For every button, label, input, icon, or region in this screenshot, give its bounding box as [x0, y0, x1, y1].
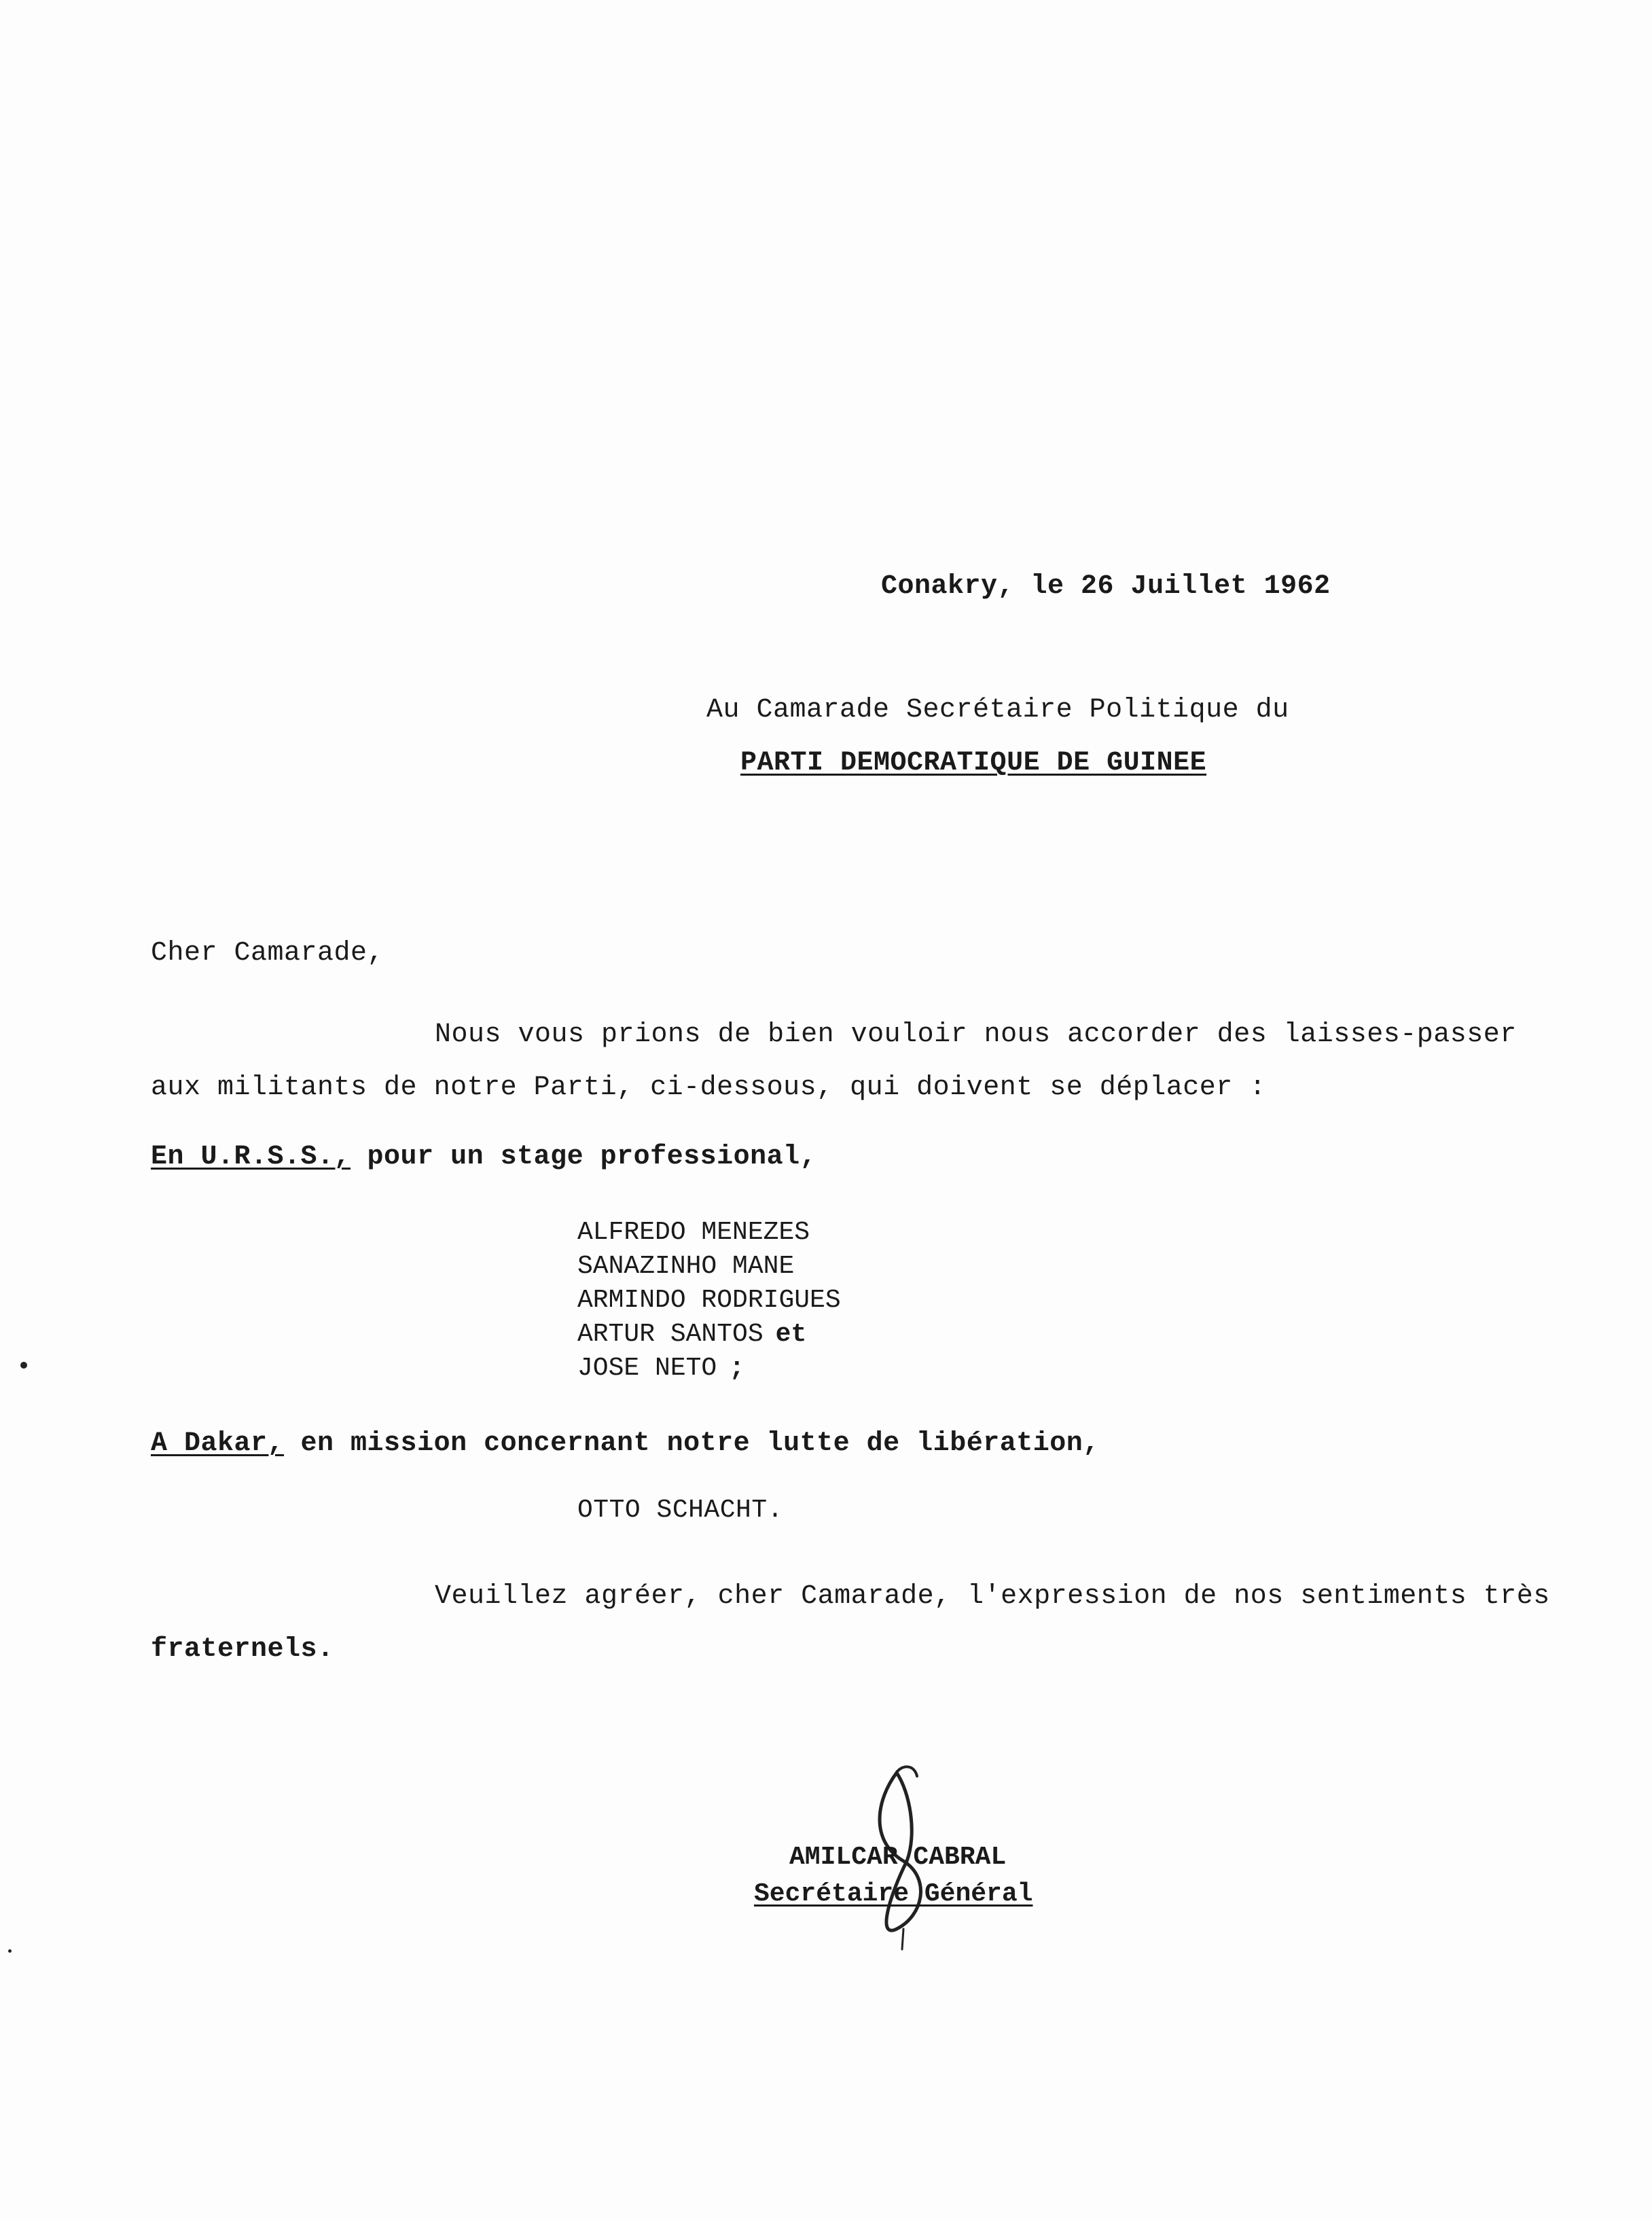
recipient-line: Au Camarade Secrétaire Politique du: [706, 695, 1289, 725]
urss-label: En U.R.S.S.,: [151, 1142, 351, 1172]
list-item: [577, 1250, 841, 1284]
list-item: [577, 1318, 841, 1352]
name-suffix: et: [775, 1320, 807, 1349]
dakar-destination: [151, 1428, 1100, 1460]
page-speck: [8, 1949, 12, 1953]
page-speck: [20, 1362, 27, 1369]
date-line: Conakry, le 26 Juillet 1962: [881, 571, 1331, 602]
recipient-party: PARTI DEMOCRATIQUE DE GUINEE: [740, 748, 1207, 778]
dakar-purpose: en mission concernant notre lutte de libération,: [284, 1428, 1100, 1459]
salutation: Cher Camarade,: [151, 938, 384, 969]
closing-line-2: fraternels.: [151, 1634, 334, 1665]
dakar-label: A Dakar,: [151, 1428, 285, 1459]
signer-title: Secrétaire Général: [754, 1879, 1033, 1909]
paragraph-1-line-1: Nous vous prions de bien vouloir nous accorder des laisses-passer: [435, 1019, 1517, 1050]
signature-block: [754, 1759, 1080, 1956]
list-item: [577, 1284, 841, 1318]
name-suffix: ;: [729, 1354, 745, 1383]
list-item: [577, 1352, 841, 1386]
paragraph-1-line-2: aux militants de notre Parti, ci-dessous, qui doivent se déplacer :: [151, 1072, 1266, 1103]
urss-destination: [151, 1141, 816, 1174]
militant-name: ALFREDO MENEZES: [577, 1218, 810, 1247]
dakar-militant-name: OTTO SCHACHT.: [577, 1496, 783, 1525]
urss-purpose: pour un stage professional,: [351, 1142, 817, 1172]
names-list: [577, 1216, 841, 1386]
signer-name: AMILCAR CABRAL: [789, 1843, 1007, 1872]
militant-name: ARTUR SANTOS: [577, 1320, 764, 1349]
militant-name: SANAZINHO MANE: [577, 1252, 795, 1281]
militant-name: ARMINDO RODRIGUES: [577, 1286, 841, 1315]
militant-name: JOSE NETO: [577, 1354, 717, 1383]
list-item: [577, 1216, 841, 1250]
closing-line-1: Veuillez agréer, cher Camarade, l'expression de nos sentiments très: [435, 1581, 1550, 1612]
